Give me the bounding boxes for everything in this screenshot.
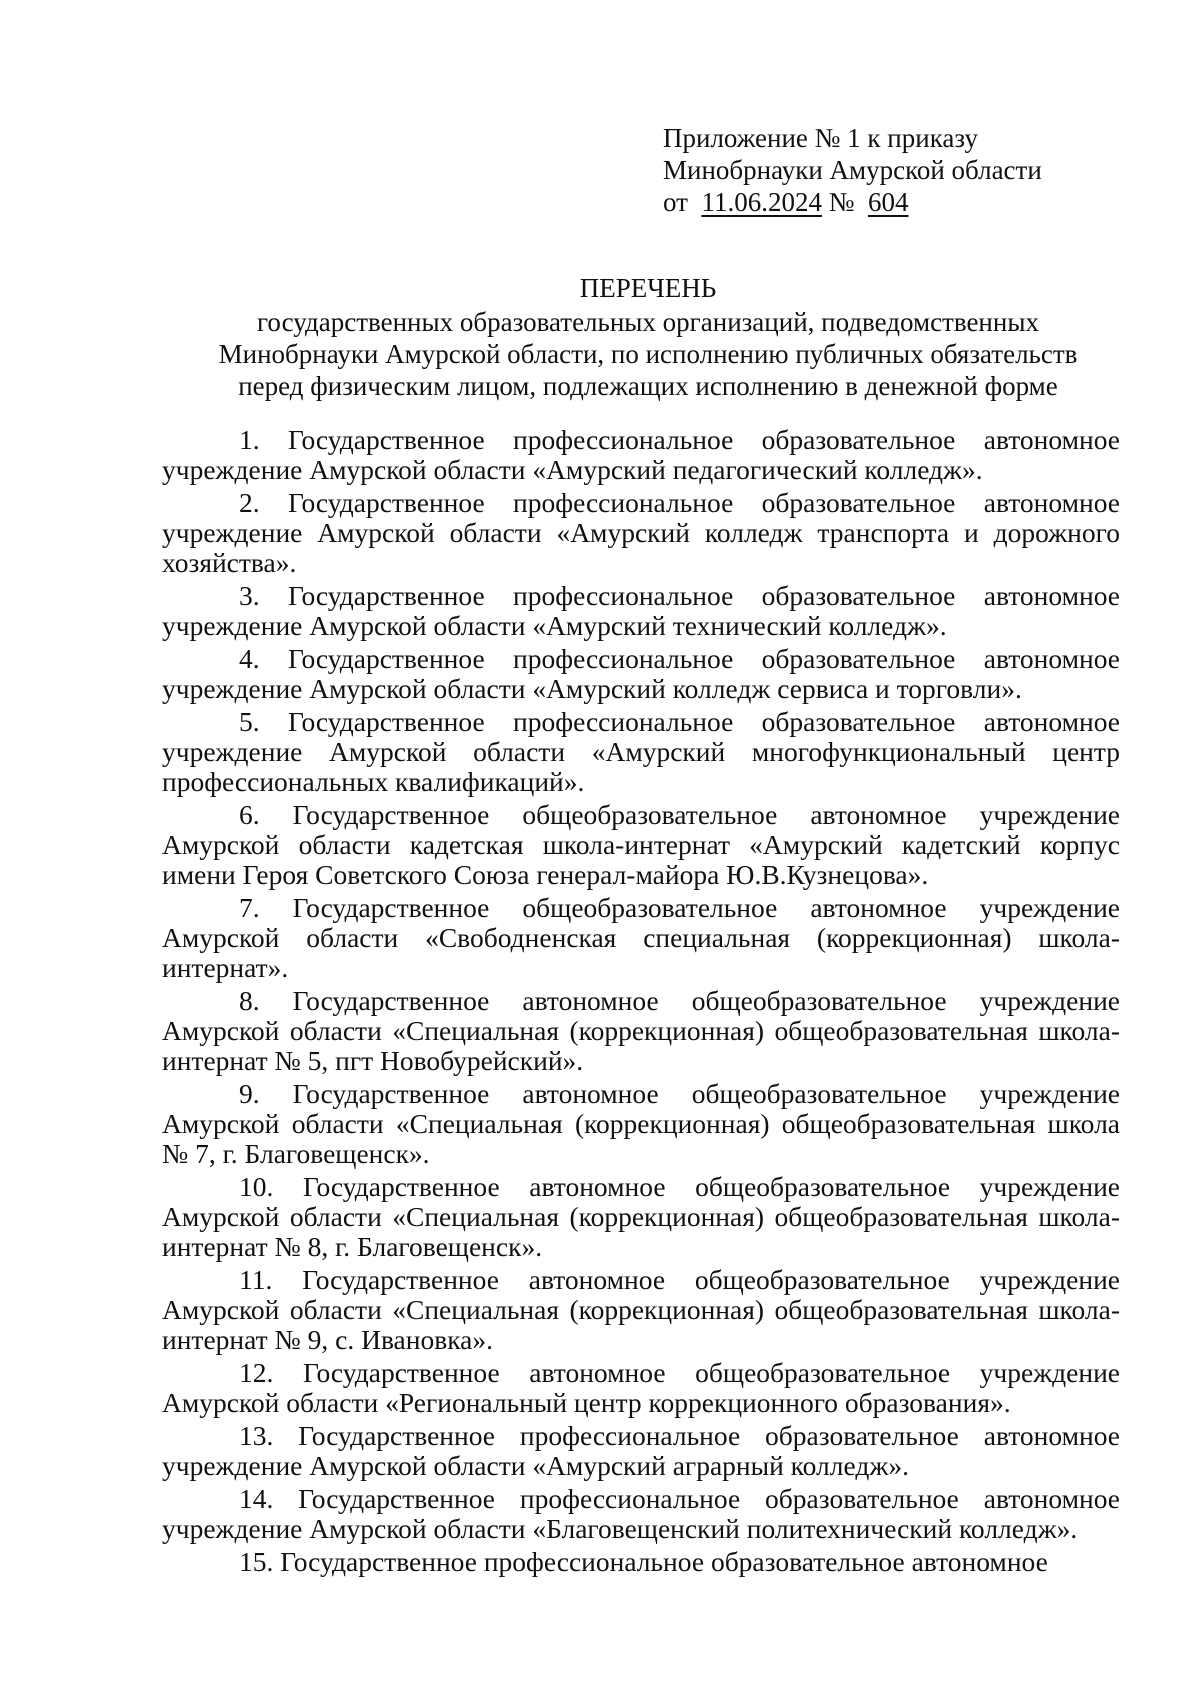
item-text: Государственное профессиональное образовательное автономное учреждение Амурской области «Амурский аграрный колледж». — [162, 1420, 1120, 1481]
item-text: Государственное общеобразовательное автономное учреждение Амурской области кадетская школа-интернат «Амурский кадетский корпус имени Героя Советского Союза генерал-майора Ю.В.Кузнецова». — [162, 799, 1121, 890]
list-item — [162, 800, 1120, 890]
item-text: Государственное автономное общеобразовательное учреждение Амурской области «Специальная (коррекционная) общеобразовательная школа № 7, г. Благовещенск». — [162, 1078, 1121, 1169]
document-title: ПЕРЕЧЕНЬ — [579, 273, 717, 303]
item-number: 4. — [239, 643, 260, 674]
item-number: 11. — [239, 1264, 273, 1295]
item-number: 1. — [239, 424, 260, 455]
appendix-header — [663, 122, 1143, 218]
item-number: 10. — [239, 1171, 274, 1202]
list-item — [162, 425, 1120, 485]
item-number: 7. — [239, 892, 260, 923]
item-text: Государственное автономное общеобразовательное учреждение Амурской области «Специальная (коррекционная) общеобразовательная школа-интернат № 8, г. Благовещенск». — [162, 1171, 1121, 1262]
list-item — [162, 707, 1120, 797]
item-number: 13. — [239, 1420, 274, 1451]
list-item — [162, 1265, 1120, 1355]
item-text: Государственное общеобразовательное автономное учреждение Амурской области «Свободненская специальная (коррекционная) школа-интернат». — [162, 892, 1121, 983]
list-item — [162, 1079, 1120, 1169]
item-text: Государственное профессиональное образовательное автономное учреждение Амурской области «Амурский педагогический колледж». — [162, 424, 1120, 485]
list-item — [162, 1172, 1120, 1262]
list-item — [162, 1484, 1120, 1544]
list-item — [162, 488, 1120, 578]
item-text: Государственное профессиональное образовательное автономное учреждение Амурской области «Амурский колледж транспорта и дорожного хозяйства». — [162, 487, 1120, 578]
order-date-prefix: от — [663, 187, 688, 217]
item-text: Государственное профессиональное образовательное автономное учреждение Амурской области «Амурский многофункциональный центр профессиональных квалификаций». — [162, 706, 1120, 797]
appendix-line-1: Приложение № 1 к приказу — [663, 123, 978, 153]
list-item — [162, 1547, 1120, 1577]
list-item — [162, 581, 1120, 641]
item-text: Государственное профессиональное образовательное автономное — [280, 1546, 1048, 1577]
item-number: 15. — [239, 1546, 274, 1577]
order-number: 604 — [867, 187, 909, 217]
order-number-sign: № — [828, 187, 855, 217]
subtitle-line-1: государственных образовательных организаций, подведомственных — [257, 307, 1039, 337]
organization-list — [162, 425, 1120, 1580]
item-text: Государственное автономное общеобразовательное учреждение Амурской области «Региональный центр коррекционного образования». — [162, 1357, 1121, 1418]
subtitle-line-2: Минобрнауки Амурской области, по исполнению публичных обязательств — [218, 339, 1078, 369]
item-text: Государственное автономное общеобразовательное учреждение Амурской области «Специальная (коррекционная) общеобразовательная школа-интернат № 5, пгт Новобурейский». — [162, 985, 1121, 1076]
appendix-order-line — [663, 186, 1143, 218]
list-item — [162, 893, 1120, 983]
item-number: 14. — [239, 1483, 274, 1514]
list-item — [162, 986, 1120, 1076]
order-date: 11.06.2024 — [701, 187, 822, 217]
item-text: Государственное профессиональное образовательное автономное учреждение Амурской области «Благовещенский политехнический колледж». — [162, 1483, 1120, 1544]
item-number: 6. — [239, 799, 260, 830]
item-number: 2. — [239, 487, 260, 518]
list-item — [162, 1358, 1120, 1418]
list-item — [162, 1421, 1120, 1481]
subtitle-line-3: перед физическим лицом, подлежащих исполнению в денежной форме — [238, 371, 1058, 401]
item-text: Государственное автономное общеобразовательное учреждение Амурской области «Специальная (коррекционная) общеобразовательная школа-интернат № 9, с. Ивановка». — [162, 1264, 1120, 1355]
appendix-line-2: Минобрнауки Амурской области — [663, 155, 1042, 185]
item-number: 9. — [239, 1078, 260, 1109]
item-number: 3. — [239, 580, 260, 611]
item-number: 8. — [239, 985, 260, 1016]
item-text: Государственное профессиональное образовательное автономное учреждение Амурской области «Амурский колледж сервиса и торговли». — [162, 643, 1120, 704]
item-number: 5. — [239, 706, 260, 737]
document-subtitle — [150, 306, 1146, 402]
item-text: Государственное профессиональное образовательное автономное учреждение Амурской области «Амурский технический колледж». — [162, 580, 1120, 641]
list-item — [162, 644, 1120, 704]
item-number: 12. — [239, 1357, 274, 1388]
